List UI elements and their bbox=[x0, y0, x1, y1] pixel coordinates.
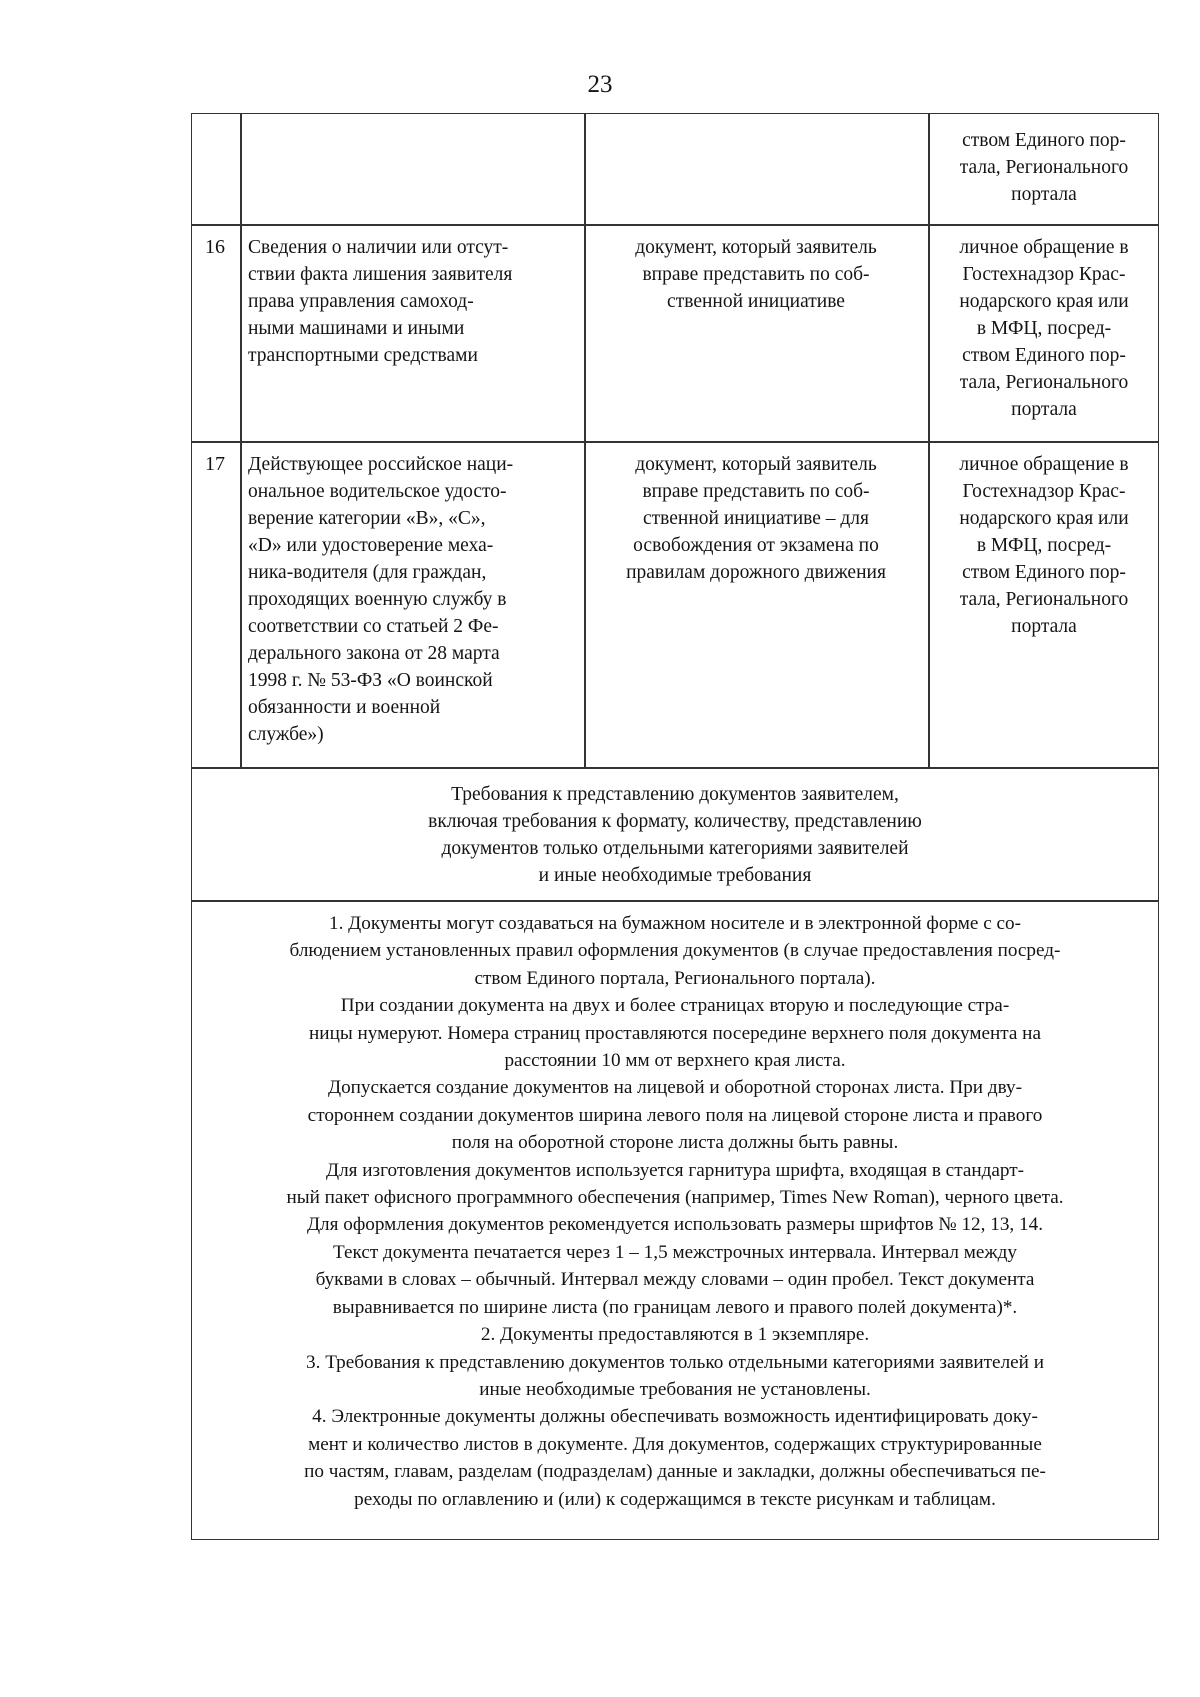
paragraph-4: Для изготовления документов используется гарнитура шрифта, входящая в стандарт- ный пакет офисного программного обеспечения (например, Times New Roman), черного цвета. Для оформления документов рекомендуется использовать размеры шрифтов № 12, 13, 14. bbox=[286, 1159, 1064, 1236]
table-row-16-kind: документ, который заявитель вправе представить по соб- ственной инициативе bbox=[635, 237, 877, 312]
page-number: 23 bbox=[587, 71, 613, 98]
requirements-text bbox=[200, 910, 1150, 1513]
paragraph-5: Текст документа печатается через 1 – 1,5 межстрочных интервала. Интервал между буквами в словах – обычный. Интервал между словами – один пробел. Текст документа выравнивается по ширине листа (по границам левого и правого полей документа)*. bbox=[315, 1241, 1035, 1318]
row-divider-2 bbox=[191, 441, 1159, 443]
table-row-17-kind: документ, который заявитель вправе представить по соб- ственной инициативе – для освобождения от экзамена по правилам дорожного движения bbox=[626, 454, 886, 583]
paragraph-6: 2. Документы предоставляются в 1 экземпляре. bbox=[480, 1324, 870, 1346]
table-row-16-method: личное обращение в Гостехнадзор Крас- нодарского края или в МФЦ, посред- ством Единого пор- тала, Регионального портала bbox=[959, 237, 1129, 420]
section-title: Требования к представлению документов заявителем, включая требования к формату, количеству, представлению документов только отдельными категориями заявителей и иные необходимые требования bbox=[428, 784, 922, 886]
table-row-16-number: 16 bbox=[205, 236, 225, 258]
table-row-17-number: 17 bbox=[205, 453, 225, 475]
row-divider-3 bbox=[191, 767, 1159, 769]
row-divider-4 bbox=[191, 900, 1159, 902]
column-divider-3 bbox=[928, 113, 930, 767]
row-divider-1 bbox=[191, 224, 1159, 226]
paragraph-1: 1. Документы могут создаваться на бумажном носителе и в электронной форме с со- блюдением установленных правил оформления документов (в случае предоставления посред- ством Единого портала, Регионального портала). bbox=[289, 913, 1061, 989]
column-divider-1 bbox=[240, 113, 242, 767]
paragraph-2: При создании документа на двух и более страницах вторую и последующие стра- ницы нумеруют. Номера страниц проставляются посередине верхнего поля документа на расстоянии 10 мм от верхнего края листа. bbox=[309, 995, 1041, 1072]
table-row-17-method: личное обращение в Гостехнадзор Крас- нодарского края или в МФЦ, посред- ством Единого пор- тала, Регионального портала bbox=[959, 454, 1129, 637]
table-row-16-info: Сведения о наличии или отсут- ствии факта лишения заявителя права управления самоход- ными машинами и иными транспортными средствами bbox=[248, 237, 513, 366]
column-divider-2 bbox=[584, 113, 586, 767]
table-row-continuation-method: ством Единого пор- тала, Регионального портала bbox=[959, 130, 1129, 205]
paragraph-3: Допускается создание документов на лицевой и оборотной сторонах листа. При дву- стороннем создании документов ширина левого поля на лицевой стороне листа и правого поля на оборотной стороне листа должны быть равны. bbox=[307, 1077, 1043, 1154]
table-row-17-info: Действующее российское наци- ональное водительское удосто- верение категории «В», «С», «D» или удостоверение меха- ника-водителя (для граждан, проходящих военную службу в соответствии со статьей 2 Фе- дерального закона от 28 марта 1998 г. № 53-ФЗ «О воинской обязанности и военной службе») bbox=[248, 454, 514, 745]
paragraph-7: 3. Требования к представлению документов только отдельными категориями заявителей и иные необходимые требования не установлены. bbox=[306, 1351, 1044, 1400]
paragraph-8: 4. Электронные документы должны обеспечивать возможность идентифицировать доку- мент и количество листов в документе. Для документов, содержащих структурированные по частям, главам, разделам (подразделам) данные и закладки, должны обеспечиваться пе- реходы по оглавлению и (или) к содержащимся в тексте рисункам и таблицам. bbox=[304, 1406, 1046, 1510]
